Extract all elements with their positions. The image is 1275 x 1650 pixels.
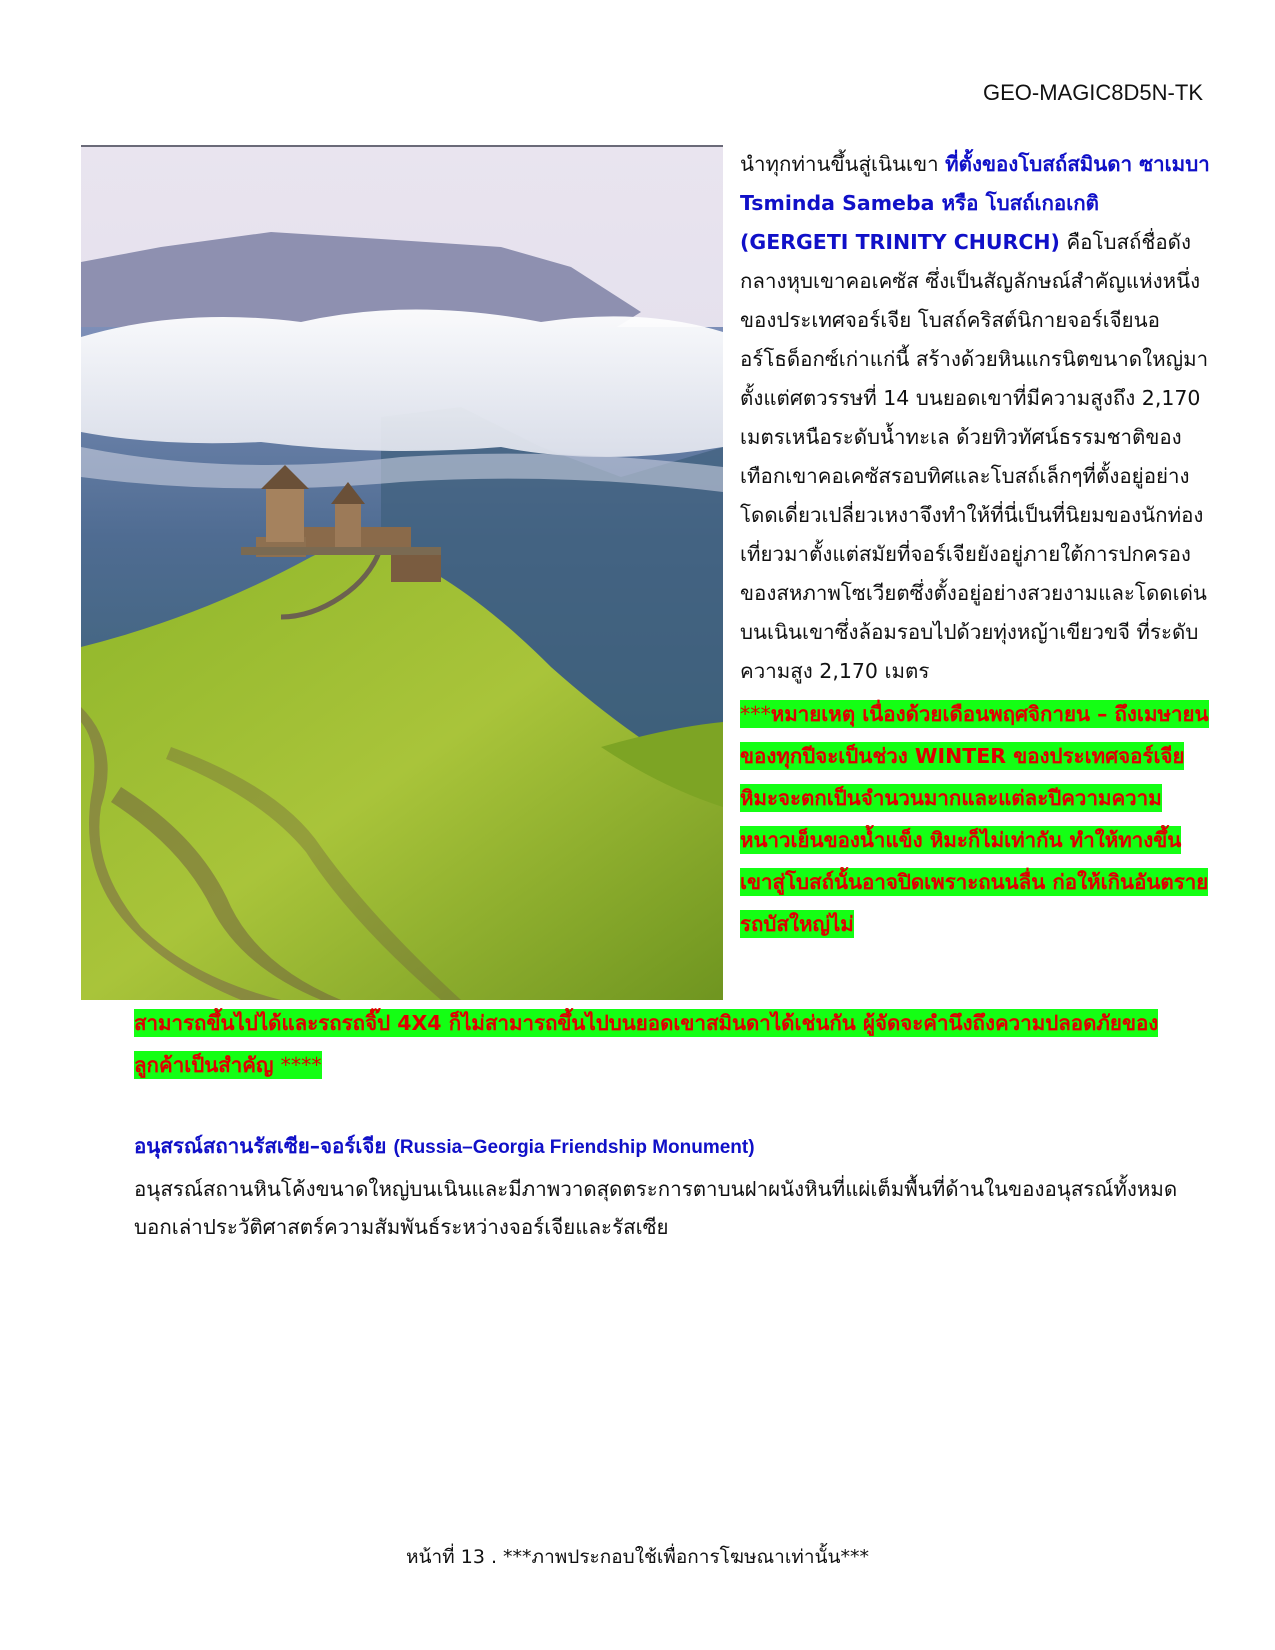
church-name-highlight: ที่ตั้งของโบสถ์สมินดา ซาเมบา Tsminda Sameba หรือ โบสถ์เกอเกติ (GERGETI TRINITY CHURCH) <box>740 152 1210 254</box>
monument-heading-th: อนุสรณ์สถานรัสเซีย–จอร์เจีย <box>134 1134 394 1158</box>
note-text-wide: สามารถขึ้นไปได้และรถรถจิ๊ป 4X4 ก็ไม่สามารถขึ้นไปบนยอดเขาสมินดาได้เช่นกัน ผู้จัดจะคำนึงถึงความปลอดภัยของลูกค้าเป็นสำคัญ <box>134 1011 1159 1077</box>
monument-heading <box>134 1130 755 1163</box>
note-stars-open: *** <box>740 702 771 726</box>
note-text-column: หมายเหตุ เนื่องด้วยเดือนพฤศจิกายน – ถึงเมษายน ของทุกปีจะเป็นช่วง WINTER ของประเทศจอร์เจีย หิมะจะตกเป็นจำนวนมากและแต่ละปีความความหนาวเย็นของน้ำแข็ง หิมะก็ไม่เท่ากัน ทำให้ทางขึ้นเขาสู่โบสถ์นั้นอาจปิดเพราะถนนลื่น ก่อให้เกินอันตราย รถบัสใหญ่ไม่ <box>740 702 1209 936</box>
document-code: GEO-MAGIC8D5N-TK <box>982 80 1203 105</box>
intro-lead: นำทุกท่านขึ้นสู่เนินเขา <box>740 152 946 176</box>
church-photo <box>81 145 723 1000</box>
note-column-part <box>740 693 1210 945</box>
page-footer: หน้าที่ 13 . ***ภาพประกอบใช้เพื่อการโฆษณาเท่านั้น*** <box>406 1546 869 1568</box>
intro-body: คือโบสถ์ชื่อดังกลางหุบเขาคอเคซัส ซึ่งเป็นสัญลักษณ์สำคัญแห่งหนึ่งของประเทศจอร์เจีย โบสถ์คริสต์นิกายจอร์เจียนออร์โธด็อกซ์เก่าแก่นี้ สร้างด้วยหินแกรนิตขนาดใหญ่มาตั้งแต่ศตวรรษที่ 14 บนยอดเขาที่มีความสูงถึง 2,170 เมตรเหนือระดับน้ำทะเล ด้วยทิวทัศน์ธรรมชาติของเทือกเขาคอเคซัสรอบทิศและโบสถ์เล็กๆที่ตั้งอยู่อย่างโดดเดี่ยวเปลี่ยวเหงาจึงทำให้ที่นี่เป็นที่นิยมของนักท่องเที่ยวมาตั้งแต่สมัยที่จอร์เจียยังอยู่ภายใต้การปกครองของสหภาพโซเวียตซึ่งตั้งอยู่อย่างสวยงามและโดดเด่น บนเนินเขาซึ่งล้อมรอบไปด้วยทุ่งหญ้าเขียวขจี ที่ระดับความสูง 2,170 เมตร <box>740 230 1209 683</box>
winter-note-start <box>740 700 1209 938</box>
winter-note-continuation <box>134 1002 1194 1086</box>
church-photo-illustration <box>81 147 723 1000</box>
intro-paragraph <box>740 145 1210 945</box>
monument-description: อนุสรณ์สถานหินโค้งขนาดใหญ่บนเนินและมีภาพวาดสุดตระการตาบนฝาผนังหินที่แผ่เต็มพื้นที่ด้านในของอนุสรณ์ทั้งหมด บอกเล่าประวัติศาสตร์ความสัมพันธ์ระหว่างจอร์เจียและรัสเซีย <box>134 1177 1178 1239</box>
note-wide-highlight <box>134 1009 1158 1079</box>
monument-heading-en: (Russia–Georgia Friendship Monument) <box>393 1137 755 1158</box>
note-stars-close: **** <box>280 1053 322 1077</box>
